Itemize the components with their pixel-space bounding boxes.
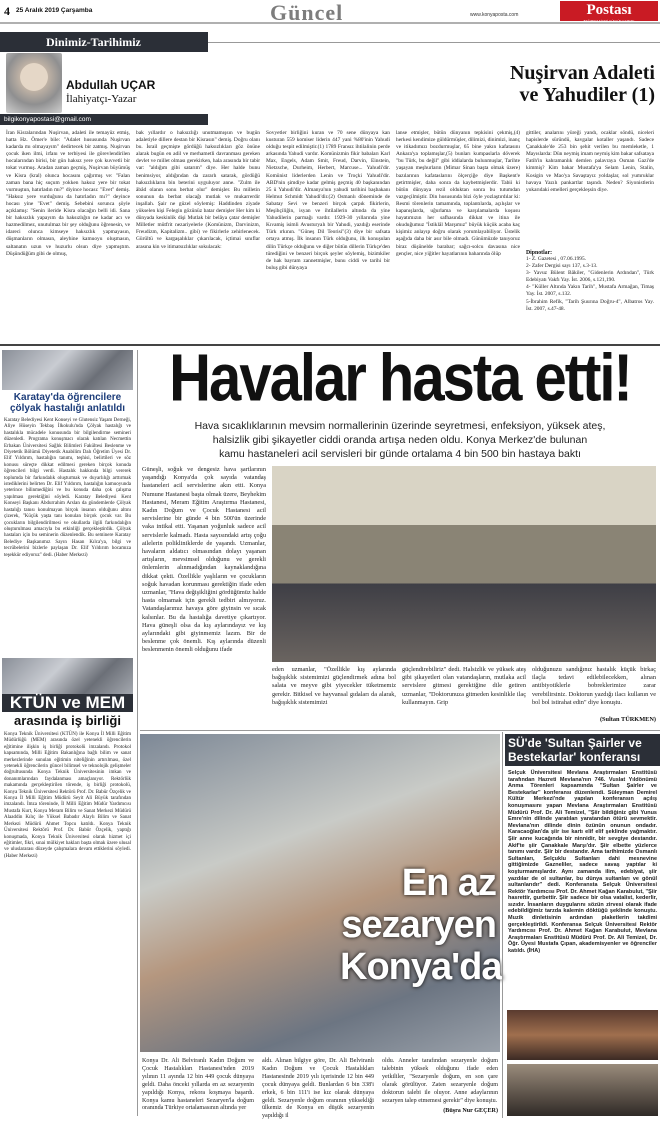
author-title: İlahiyatçı-Yazar	[66, 93, 137, 105]
sezaryen-col3	[382, 1058, 498, 1118]
su-title-1: SÜ'de 'Sultan Şairler ve	[508, 736, 642, 750]
celiac-title-1: Karatay'da öğrencilere	[13, 392, 122, 403]
sezaryen-article	[140, 732, 500, 1118]
column-col5	[526, 130, 654, 334]
mid-rule	[140, 730, 660, 731]
sezaryen-overlay-2: sezaryen	[341, 904, 496, 946]
column-banner-text: Dinimiz-Tarihimiz	[46, 35, 141, 49]
ktun-title-1: KTÜN ve MEM	[2, 694, 133, 712]
celiac-article	[0, 350, 135, 650]
column-title-line1: Nuşirvan Adaleti	[509, 62, 655, 84]
su-photo-1	[507, 1010, 658, 1060]
headline-byline: (Sultan TÜRKMEN)	[599, 716, 656, 723]
column-text-4: lanse etmişler, bütün dünyanın tepkisini çekmiş,(4) herkesi kendimize güldürmüşler, dilimizi, dinimizi, inanç ve itikadımızı bozdurmuşlar, 65 bine yakın kafatasını Ankara'ya toplamışlar,(5) bunları kumpaslarla döverek "bu Türk, bu değil" gibi iddialarda bulunmuşlar, Tarihte yaşayan meşhurların (Mimar Sinan başta olmak üzere) bazılarının kafataslarını ölçerçiğe diye Başkent'e getirtmişler, daha sonra da kaybetmişlerdir. Tabii ki bütün dünyaya rezil olduktan sonra bu tutumdan vazgeçilmiştir. Din hususunda bizi öyle yozlaştırdılar ki: Resmi törenlerin tamamında, toplantılarda, açılışlar ve kapanışlarda, uğurlama ve karşılamalarda koşusu hayatımızın her safhasında dikkat ve itina ile okuduğumuz "İstiklâl Marşımız" büyük küçük acaba kaç kişimiz anlayıp doğru olarak yorumlayabiliyor. Üstelik aşağıda daha bir asır bile olmadı. Günümüzde tanıyoruz biraz düşünelde barabar; sağcı-solcu davasına nice gençler, nice yiğitler hayatlarının baharında ölüp	[396, 130, 520, 257]
logo-text: Postası	[586, 2, 632, 18]
headline-text-2: eden uzmanlar, "Özellikle kış aylarında bağışıklık sistemimizi güçlendirmek adına bol salata ve meyve gibi yiyecekler tüketmemiz gerekir. Bitkisel ve hayvansal gıdaları da alarak, bağışıklık sistemimizi	[272, 666, 396, 706]
celiac-title	[2, 392, 133, 414]
footnote: 4- "Küller Altında Yakın Tarih", Mustafa Armağan, Timaş Yay. İst. 2007, s.132.	[526, 284, 654, 298]
left-rule	[137, 350, 138, 1116]
sezaryen-overlay-1: En az	[401, 862, 496, 904]
author-name: Abdullah UÇAR	[66, 78, 156, 92]
sezaryen-byline: (Büşra Nur GEÇER)	[443, 1108, 498, 1114]
headline-subtitle	[140, 419, 660, 461]
ktun-body: Konya Teknik Üniversitesi (KTÜN) ile Konya İl Milli Eğitim Müdürlüğü (MEM) arasında özel yetenekli öğrencilerin eğitimine ilişkin iş birliği protokolü imzalandı. Protokol kapsamında, Milli Eğitim Bakanlığına bağlı bilim ve sanat merkezlerinde sunulan eğitimin niteliğinin artırılması, özel yetenekli öğrencilerin güncel bilimsel ve teknolojik gelişmeler doğrultusunda Konya Teknik Üniversitesinin imkan ve donanımlarından faydalanması amaçlanıyor. Rektörlük makamında gerçekleştirilen törende, iş birliği protokolü, Konya Teknik Üniversitesi Rektörü Prof. Dr. Babür Özçelik ve Konya İl Milli Eğitim Müdürü Seyit Ali Büyük tarafından imzalandı. İmza töreninde, İl Milli Eğitim Müdür Yardımcısı Mustafa Kurt, Konya Meram Bilim ve Sanat Merkezi Müdürü Alaaddin Kılıç ile Yüksel Babadır Alaylı Bilim ve Sanat Merkezi Müdürü Ahmet Topcu katıldı. Konya Teknik Üniversitesi Rektörü Prof. Dr. Babür Özçelik, yaptığı konuşmada, Konya Teknik Üniversitesi olarak hizmet içi eğitimler, fikri, sınai mülkiyet hakları başta olmak üzere ulusal ve uluslararası düzeyde çalışmalara devam ettiklerini söyledi. (Haber Merkezi)	[4, 732, 131, 859]
sezaryen-overlay-3: Konya'da	[340, 946, 502, 988]
logo-subtitle: BAĞIMSIZ SİYASİ GÜNLÜK GAZETE	[583, 19, 635, 23]
headline-text-1: Güneşli, soğuk ve dengesiz hava şartlarının yaşandığı Konya'da çok sayıda vatandaş hastaneleri acil servislerine akın etti. Konya Numune Hastanesi başta olmak üzere, Beyhekim Hastanesi, Meram Eğitim Araştırma Hastanesi, Kadın Doğum ve Çocuk Hastanesi acil servislerine bir günde 4 bin 500'ün üzerinde vaka intikal etti. Yaşanan yoğunluk sadece acil servislerle kalmadı. Hasta sayısındaki artış çoğu ailelerin polikliniklerde de yaşandı. Uzmanlar, havaların aldatıcı olmasından dolayı yaşanan artışların, mevsimsel olduğunu ve gerekli önlemlerin alınmadığından kaynaklandığına dikkat çekti. Özellikle yaşlıların ve çocukların soğuk havadan korunması gerektiğin ifade eden uzmanlar, "Hava değişikliğini gördüğümüz halde hasta olmamak için gerekli tedbiri almıyoruz. Vatandaşlarımız havaya göre giyinsin ve sıcak kalsınlar. Bu da hastalığa davetiye çıkartıyor. Hava güneşli olsa da kış aylarındayız ve kış aylarındaki gibi giyinmemiz lazım. Bir de beslenme çok önemli. Kış aylarında düzenli beslenmenin önemli olduğunu ifade	[142, 466, 266, 654]
column-text-1: İran Kisralarından Nuşirvan, adaleti ile temayüz etmiş, hatta Hz. Ömer'e bile: "Adalet hususunda Nuşirvan kadarda mı olmayayım" dedirtecek bir zatmış. Nuşirvan çocuk iken ilmi, irfanı ve terbiyesi ile görevlendirilen hocalarından birisi, bir gün haksız yere çok kuvvetli bir tokat vurmuş. Aradan zaman geçmiş, Nuşirvan büyümüş ve Kisra (kral) olunca hocasını çağırmış ve: "Falan zaman bana hiç suçum yokken haksız yere bir tokat vurmuştun, hatırladın mı?" diyince hocası: "Evet" demiş. "Haksız yere vurduğunu da hatırladın mı?" deyince hocası yine "Evet" demiş. Sebebini sorunca şöyle açıklamış: "Senin ileride Kisra olacağın belli idi. Sana bir haksızlık yapayım da haksızlığın ne kadar acı ve hazmedilmez, unutulmaz bir şey olduğunu öğrenesin, ve idareci olunca kimseye haksızlık yapmayasın, düşmanların olmasın, aleyhine kamuoyu oluşmasın, saltanatın uzun ve huzurlu olsun diye yapmıştım. Düşündüğüm gibi de olmuş,	[6, 130, 130, 257]
headline-col4	[532, 666, 656, 726]
column-title	[470, 62, 655, 106]
page-number: 4	[4, 4, 10, 18]
headline-article	[140, 340, 660, 728]
column-banner	[0, 32, 208, 52]
footnotes-title: Dipnotlar:	[526, 250, 553, 256]
page-header	[0, 0, 660, 24]
hospital-photo	[272, 466, 656, 662]
website: www.konyaposta.com	[470, 12, 519, 18]
footnote: 5-İbrahim Refik, "Tarih Şuurına Doğru-4", Albatros Yay. İst. 2007, s.47-48.	[526, 298, 654, 312]
ktun-article	[0, 658, 135, 1116]
section-title: Güncel	[270, 0, 344, 25]
headline-text-4: olduğunuzu sandığınız hastalık küçük birkaç ilaçla tedavi edilebilecekken, alınan antibiyotiklerle bobreklerimize zarar verebilirsiniz. Doktorun yazdığı ilacı kullanın ve bol bol istirahat edin" diye konuştu.	[532, 666, 656, 706]
su-title	[505, 734, 660, 766]
sezaryen-overlay-title	[340, 862, 502, 988]
celiac-photo	[2, 350, 133, 390]
su-title-2: Bestekarlar' konferansı	[508, 750, 641, 764]
su-body: Selçuk Üniversitesi Mevlana Araştırmaları Enstitüsü tarafından Hazreti Mevlana'nın 746. Vuslat Yıldönümü Anma Törenleri kapsamında "Sultan Şairler ve Bestekarlar" konferansı düzenlendi. Süleyman Demirel Kültür Merkezi'nde yapılan konferansın açılış konuşmasını yapan Mevlana Araştırmaları Enstitüsü Müdürü Prof. Dr. Ali Temizel, "Şiir bildiğiniz gibi Yunus Emre'nin dilinde yaratılan yaratandan ötürü sevmektir. Mevlana'nın dilinde dinin özünün onunun ondadır. Karacaoğlan'da şiir ise kartı elif elif şeklinde yağmaktır. Şiir anne kucağında bir ninnidir, bir sevgiye destandır. Akif'te şiir Çanakkale Marşı'dır. Şiir elbette yüzlerce tanımı vardır. Şiir bir destandır. Ama tarihimizde Osmanlı Sultanları, Selçuklu Sultanları dahi mesnevine gittiğimizde Gazneliler, sadece savaş yaptılar ki koşturmamışlardır. Aynı zamanda ilim, edebiyat, şiir yazdılar de ol sultanlar, bu dünya sultanları ve gönül sultanlarıdır" dedi. Konferansta Selçuk Üniversitesi Rektör Yardımcısı Prof. Dr. Ahmet Kağan Karabulut, "Şiir hasrettir, gurbettir. Şiir sadece bir olsa vatalist, kederlir, sızıdır. İnsanların duygularını sözün zirvesi olarak ifade edebildiğimiz tarzda kalemin döktüğü şeklinde konuştu. Muzik dinletisinin ardından plaketlerin takdimi gerçekleştirildi. Konferansa Selçuk Üniversitesi Rektör Yardımcısı Prof. Dr. Ahmet Kağan Karabulut, Mevlana Araştırmaları Enstitüsü Müdürü Prof. Dr. Ali Temizel, Dr. Öğr. Üyesi Mustafa Çıpan, akademisyenler ve öğrenciler katıldı. (İHA)	[508, 770, 657, 955]
column-text-5: gittiler, analarını yüreği yandı, ocaklar söndü, niceleri hapislerde süründü, kavgalar kotaller yaşandı. Sadece Çanakkale'de 253 bin şehit verilen bu memleketle, 1 Mayıslarda: Dün neymiş imam neymiş kim bakar safsataya Fatih'in kahramanlık demlen palavraya Osman Gazi'de kimmiş? Kim bakar Mustafa'ya Selam Lenin, Stalin, Kosigin ve Mao'ya Savaştayız yoldaşlar, sol yumruklar havaya Yazılı pankartlar taşındı. Neden? Siyonistlerin yukarıdaki emelleri gerçekleşsin diye.	[526, 130, 654, 193]
footnote: 3- Yavuz Bülent Bâkiler, "Gidenlerin Ardından", Türk Edebiyatı Vakfı Yay. İst. 2006, s.121,190.	[526, 270, 654, 284]
ktun-title-2: arasında iş birliği	[14, 713, 121, 728]
column-divider	[208, 42, 660, 43]
celiac-title-2: çölyak hastalığı anlatıldı	[9, 403, 126, 414]
masthead-logo	[560, 1, 658, 21]
ktun-photo	[2, 658, 133, 694]
headline-sub-3: kamu hastaneleri acil servisleri bir günde ortalama 4 bin 500 bin hastaya baktı	[219, 448, 581, 460]
headline-text-3: güçlendirebiliriz" dedi. Halsizlik ve yüksek ateş gibi şikayetleri olan vatandaşların, mutlaka acil servislere gitmesi gerektiğine dile getiren uzmanlar, "Doktorunuza gitmeden kesinlikle ilaç kullanmayın. Grip	[402, 666, 526, 706]
page-date: 25 Aralık 2019 Çarşamba	[16, 7, 93, 14]
headline-title: Havalar hasta etti!	[169, 340, 631, 416]
column-section	[0, 26, 660, 344]
su-photo-2	[507, 1064, 658, 1116]
column-title-line2: ve Yahudiler (1)	[519, 84, 655, 106]
footnote: 2- Zafer Dergisi sayı 137, s.3-13.	[526, 263, 598, 270]
author-email: bilgikonyapostasi@gmail.com	[0, 114, 208, 125]
column-text-3: Sovyetler birliğini kuran ve 70 sene dünyaya kan kusturan 559 komiser liderin 447 yani %80'inin Yahudi olduğu tespit edilmiştir.(1) 1789 Fransız ihtilalinin perde arkasında Yahudi vardır. Komünizmin fikir babaları Karl Max, Engels, Adam Smit, Freud, Darvin, Einstein, Nietzsche, Durheim, Herbert, Marcuse... Yahudi'dir. Komünist liderlerden Lenin ve Troçki Yahudi'dir. ABD'nin şimdiye kadar gelmiş geçmiş 40 başkanından 25 ü Yahudi'dir. Almanya'nın yahudi tarihini başbakanı Helmut Schmidt Yahudi'dir.(2) Osmanlı döneminde de Sabatay Sevi ve benzeri birçok çarpık fikirlerin, Meşihçiliğin, isyan ve ihtilallerin altında da yine Yahudilerin parmağı vardır. 1929-30 yıllarında yine Kıvamiş isimli Avusturyalı bir Yahudi, yazdığı eserinde Türk ırkının. "Güneş Dil Teorisi"(3) diye bir safsata ortaya atmış. İlk insanın Türk olduğunu, ilk konuşulan dilin Türkçe olduğunu ve diğer bütün dillerin Türkçe'den türediğini ve benzeri birçok şeyler söylemiş, bizimkiler de hak bayram zannetmişler, bunu ciddi ve tarihi bir buluş gibi dünyaya	[266, 130, 390, 271]
footnote: 1- Z. Gazetesi , 07.06.1995.	[526, 256, 587, 262]
author-photo	[6, 53, 62, 113]
headline-sub-2: halsizlik gibi şikayetler ciddi oranda artışa neden oldu. Konya Merkez'de bulunan	[212, 434, 588, 446]
sezaryen-text-1: Konya Dr. Ali Belviranlı Kadın Doğum ve Çocuk Hastalıkları Hastanesi'nden 2019 yılının 11 ayında 12 bin 449 çocuk dünyaya geldi. Daha önceki yıllarda en az sezaryenin yapıldığı Konya, rekora koşmaya başardı. Konya kamu hastaneleri Sezaryen'la doğum oranında Türkiye ortalamasının altında yer	[142, 1058, 254, 1112]
column-text-2: bak yıllardır o haksızlığı unutmamışsın ve bugün adaletiyle dillere destan bir Kisrasın" demiş. Doğru olanı bu. İsrail geçmişte gördüğü haksızlıkları göz önüne alarak bugün en adil ve merhametli davranması gereken devlet ve millet olması gerekirken, hala arasında bir tabir var: "aldığım gibi satarım" diye. Her halde bunu benimsiyor, aldığından da zararlı satarak, gördüğü haksızlıkların bin beterini uyguluyor anne. "Zulm ile âbâd olanın sonu berbat olur" demişler. Bu milletin sonunun da berbat olacağı mutlak ve mukarrerdir inşallah. Şair ne güzel söylemiş: Haddinden ziyade yükselen kişi Felegin gözünüz batar demişler Her kim ki dünyada keskinlik dişi Mutlak bir belâya çatar demişler Milletler mütfrit nezariyelerle (Komünizm, Darvinizm, Freudizm, Kapitalizm.. gibi) ve fikirlerle zehirlenecek. Gürültü ve kargaşalıklar çıkarılacak, içtimai sınıflar arasına kin ve itimatsızlıklar sokulacak:	[136, 130, 260, 250]
sezaryen-text-3: oldu. Anneler tarafından sezaryenle doğum talebinin yüksek olduğunu ifade eden yetkililer, "Sezaryenle doğum, en son çare olarak görülüyor. Zaten sezaryenle doğum doktorun talebi ile oluyor. Anne adaylarının sezaryen talep etmemesi gerekir" diye konuştu.	[382, 1058, 498, 1104]
sezaryen-text-2: aldı. Alınan bilgiye göre, Dr. Ali Belviranlı Kadın Doğum ve Çocuk Hastalıkları Hastanesinde 2019 yılı içerisinde 12 bin 449 çocuk dünyaya geldi. Bunlardan 6 bin 338'i erkek, 6 bin 111'i ise kız olarak dünyaya geldi. Sezaryenle doğum oranının yüksekliği ülkemiz de Konya en düşük sezaryenin yapıldığı il	[262, 1058, 374, 1120]
right-rule	[502, 732, 503, 1118]
su-article	[505, 734, 660, 1118]
headline-sub-1: Hava sıcaklıklarının mevsim normallerinin üzerinde seyretmesi, enfeksiyon, yüksek ateş,	[194, 420, 606, 432]
celiac-body: Karatay Belediyesi Kent Konseyi ve Glutensiz Yaşam Derneği, Aliye Hüseyin Tekbaş İlkokulu'nda Çölyak hastalığı ve hastalıkla mücadele konusunda bir bilgilendirme semineri düzenledi. Programa konuşmacı olarak katılan Necmettin Erbakan Üniversitesi Sağlık Bilimleri Fakültesi Beslenme ve Diyetetik Bölümü Diyetetik Anabilim Dalı Öğretim Üyesi Dr. Elif Yıldırım, hastalığın tanımı, teşhisi, belirtileri ve söz konusu süreçte dikkat edilmesi gereken birçok konuda öğrencileri bilgi verdi. Hastalık hakkında bilgi vererek toplumda bir farkındalık oluşturmak ve duyarlılığı arttırmak istediklerini belirten Dr. Elif Yıldırım, hastalığın kamuoyunda yeterince bilinmediğini ve bu konuda daha çok çalışma yapılması gerektiğini söyledi. Karatay Belediyesi Kent Konseyi Başkanı Abdurrahim Arslan da gündemlerde Çölyak hastalığı tanısı konulmayan birçok insanın olduğunu altını çizerek, "Küçük yaşta tanı konulan birçok çocuk var. Bu çocukların bilgilendirilmesi ve okullarda ilgili farkındalığın oluşturulması amacıyla bu etkinliği gerçekleştirdik. Çölyak hastaları için bu seminerin düzenlendik. Bu seminere Karatay Belediye Başkanımız Sayın Hasan Kılca'ya, bilgi ve tecrübelerini bizlerle paylaşan Dr. Elif Yıldırım hocamıza teşekkür ediyoruz" dedi. (Haber Merkezi)	[4, 418, 131, 558]
